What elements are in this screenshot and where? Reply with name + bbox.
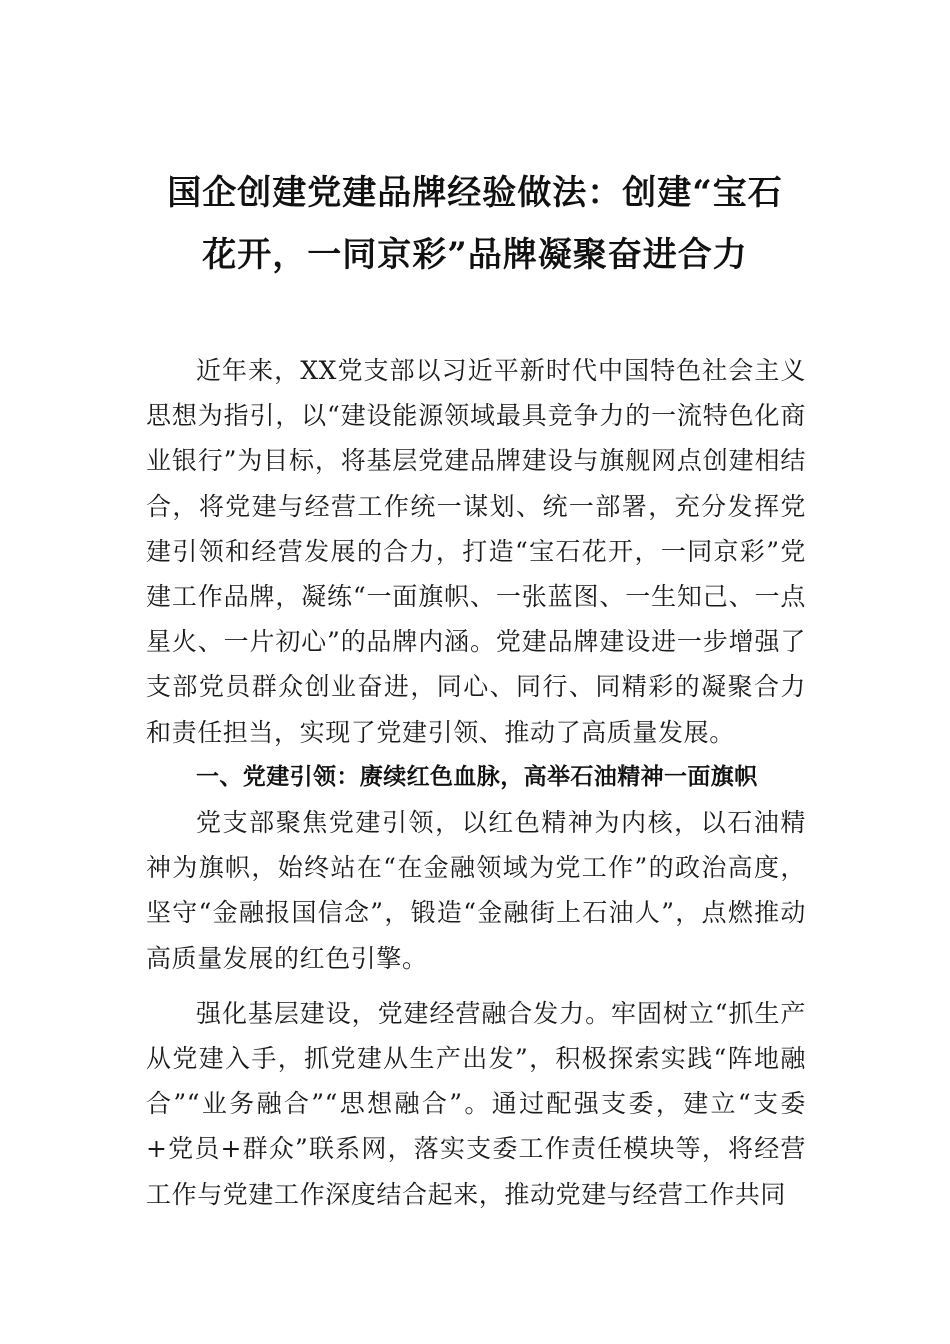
title-line-2: 花开，一同京彩”品牌凝聚奋进合力 — [202, 235, 748, 275]
document-body — [146, 348, 806, 1217]
body-paragraph-2: 强化基层建设，党建经营融合发力。牢固树立“抓生产从党建入手，抓党建从生产出发”，积极探索实践“阵地融合”“业务融合”“思想融合”。通过配强支委，建立“支委+党员+群众”联系网，落实支委工作责任模块等，将经营工作与党建工作深度结合起来，推动党建与经营工作共同 — [146, 998, 806, 1209]
title-line-1: 国企创建党建品牌经验做法：创建“宝石 — [167, 173, 783, 213]
body-paragraph-1: 党支部聚焦党建引领，以红色精神为内核，以石油精神为旗帜，始终站在“在金融领域为党工作”的政治高度，坚守“金融报国信念”，锻造“金融街上石油人”，点燃推动高质量发展的红色引擎。 — [146, 808, 806, 973]
intro-paragraph: 近年来，XX党支部以习近平新时代中国特色社会主义思想为指引，以“建设能源领域最具竞争力的一流特色化商业银行”为目标，将基层党建品牌建设与旗舰网点创建相结合，将党建与经营工作统一谋划、统一部署，充分发挥党建引领和经营发展的合力，打造“宝石花开，一同京彩”党建工作品牌，凝练“一面旗帜、一张蓝图、一生知己、一点星火、一片初心”的品牌内涵。党建品牌建设进一步增强了支部党员群众创业奋进，同心、同行、同精彩的凝聚合力和责任担当，实现了党建引领、推动了高质量发展。 — [146, 356, 806, 747]
document-title — [140, 162, 810, 286]
section-heading-1: 一、党建引领：赓续红色血脉，高举石油精神一面旗帜 — [196, 763, 758, 790]
